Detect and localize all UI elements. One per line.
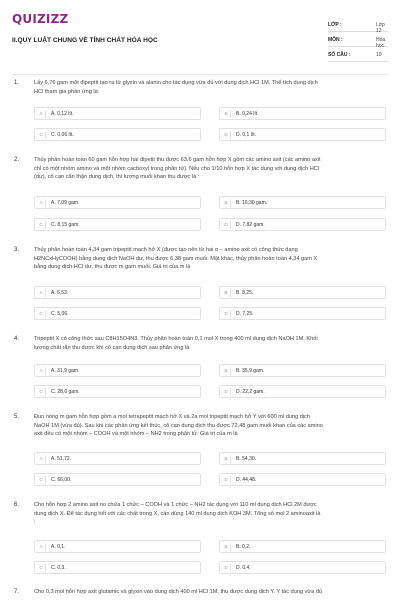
option-b[interactable] [219, 107, 386, 120]
question-line: Thủy phân hoàn toàn 60 gam hỗn hợp hai đipetit thu được 63,6 gam hỗn hợp X gồm các amino axit (các amino axit [34, 157, 321, 163]
option-text: B. 8,25. [236, 290, 254, 296]
option-d[interactable] [219, 307, 386, 320]
option-letter: A [37, 199, 46, 207]
option-d[interactable] [219, 561, 386, 574]
meta-grade-row [328, 20, 388, 32]
question-line: Lấy 6,76 gam một đipeptit tạo ra từ glyxin và alanin cho tác dụng vừa đủ với dung dịch HCl 1M. Thể tích dung dịch [34, 80, 318, 86]
option-text: C. 8,15 gam. [51, 222, 80, 228]
page-header [12, 10, 388, 72]
question-line: bằng dung dịch HCl dư, thu được m gam muối. Giá trị của m là [34, 264, 191, 270]
option-a[interactable] [34, 364, 201, 377]
option-letter: D [222, 564, 231, 572]
meta-grade-value: Lớp 12 [376, 22, 385, 34]
question-line: (dư), cô cạn cẩn thận dung dịch, thì lượng muối khan thu được là : [34, 174, 200, 180]
option-letter: B [222, 543, 231, 551]
question-number: 4. [14, 336, 20, 342]
question-text [34, 335, 386, 352]
question-number: 2. [14, 157, 20, 163]
question-line: lượng chất rắn thu được khi cô cạn dung dịch sau phản ứng là [34, 344, 190, 351]
option-text: D. 44,48. [236, 477, 257, 483]
meta-grade-label: LỚP : [328, 22, 342, 28]
option-letter: D [222, 131, 231, 139]
question-line: chỉ có một nhóm amino và một nhóm cacboxyl trong phân tử). Nếu cho 1/10 hỗn hợp X tác dụng với dung dịch HCl [34, 165, 320, 172]
question-text [34, 501, 386, 527]
option-a[interactable] [34, 286, 201, 299]
question-line: : [34, 519, 36, 525]
meta-count-label: SỐ CÂU : [328, 52, 351, 58]
option-letter: C [37, 476, 46, 484]
meta-subject-label: MÔN : [328, 37, 343, 43]
question-number: 3. [14, 247, 20, 253]
question-number: 1. [14, 80, 20, 86]
option-letter: A [37, 367, 46, 375]
option-a[interactable] [34, 540, 201, 553]
option-letter: A [37, 455, 46, 463]
option-c[interactable] [34, 128, 201, 141]
option-a[interactable] [34, 107, 201, 120]
meta-subject-row [328, 35, 388, 47]
question-number: 7. [14, 589, 20, 595]
option-letter: D [222, 221, 231, 229]
question-text [34, 79, 386, 96]
option-b[interactable] [219, 364, 386, 377]
question-line: axit đều có một nhóm – COOH và một nhóm – NH2 trong phân tử. Giá trị của m là [34, 431, 238, 437]
option-letter: C [37, 388, 46, 396]
option-text: A. 7,09 gam. [51, 200, 80, 206]
question-line: Thủy phân hoàn toàn 4,34 gam tripeptit mạch hở X (được tạo nên từ hai α – amino axit có công thức dạng [34, 247, 298, 253]
header-divider [12, 74, 388, 75]
option-letter: D [222, 388, 231, 396]
question-line: Đun nóng m gam hỗn hợp gồm a mol tetrapeptit mạch hở X và 2a mol tripeptit mạch hở Y với 600 ml dung dịch [34, 414, 310, 420]
question-line: NaOH 1M (vừa đủ). Sau khi các phản ứng kết thúc, cô cạn dung dịch thu được 72,48 gam muối khan của các amino [34, 422, 323, 429]
option-d[interactable] [219, 218, 386, 231]
option-letter: B [222, 289, 231, 297]
question-text [34, 156, 386, 182]
option-text: D. 0,4. [236, 565, 251, 571]
option-text: B. 54,30. [236, 456, 257, 462]
option-letter: B [222, 455, 231, 463]
question-text [34, 246, 386, 272]
option-c[interactable] [34, 218, 201, 231]
option-text: D. 22,2 gam. [236, 389, 265, 395]
option-text: A. 0,12 lít. [51, 111, 74, 117]
question-line: H2NCxHyCOOH) bằng dung dịch NaOH dư, thu được 6,38 gam muối. Mặt khác, thủy phân hoàn toàn 4,34 gam X [34, 255, 318, 262]
option-text: A. 6,53. [51, 290, 69, 296]
option-letter: C [37, 310, 46, 318]
worksheet-title: II.QUY LUẬT CHUNG VỀ TÍNH CHẤT HÓA HỌC [12, 37, 158, 44]
meta-count-row [328, 50, 388, 62]
worksheet-meta [328, 20, 388, 65]
option-letter: A [37, 543, 46, 551]
option-b[interactable] [219, 196, 386, 209]
option-text: B. 0,2. [236, 544, 251, 550]
option-text: B. 0,24 lít. [236, 111, 259, 117]
option-d[interactable] [219, 128, 386, 141]
option-text: C. 66,00. [51, 477, 72, 483]
question-text [34, 588, 386, 597]
option-b[interactable] [219, 452, 386, 465]
question-line: Tripeptit X có công thức sau C8H15O4N3. Thủy phân hoàn toàn 0,1 mol X trong 400 ml dung dịch NaOH 1M. Khối [34, 336, 318, 342]
option-b[interactable] [219, 540, 386, 553]
option-letter: D [222, 310, 231, 318]
question-line: dung dịch X. Để tác dụng hết với các chất trong X, cần dùng 140 ml dung dịch KOH 3M. Tổng số mol 2 aminoaxit là [34, 510, 321, 517]
option-text: D. 7,25. [236, 311, 254, 317]
option-c[interactable] [34, 307, 201, 320]
option-letter: B [222, 199, 231, 207]
option-letter: A [37, 110, 46, 118]
option-letter: C [37, 564, 46, 572]
option-text: C. 0,06 lít. [51, 132, 74, 138]
option-text: C. 5,06. [51, 311, 69, 317]
option-letter: C [37, 221, 46, 229]
option-letter: B [222, 367, 231, 375]
option-c[interactable] [34, 473, 201, 486]
option-c[interactable] [34, 561, 201, 574]
option-text: C. 28,6 gam. [51, 389, 80, 395]
option-d[interactable] [219, 473, 386, 486]
option-letter: C [37, 131, 46, 139]
option-a[interactable] [34, 452, 201, 465]
option-b[interactable] [219, 286, 386, 299]
question-number: 5. [14, 414, 20, 420]
meta-count-value: 10 [376, 52, 382, 58]
question-line: Cho 0,3 mol hỗn hợp axit glutamic và glyxin vào dung dịch 400 ml HCl 1M, thu được dung dịch Y. Y tác dụng vừa đủ [34, 589, 323, 595]
option-d[interactable] [219, 385, 386, 398]
question-text [34, 413, 386, 439]
quizizz-logo: QUIZIZZ [12, 12, 69, 26]
option-text: D. 0,1 lít. [236, 132, 257, 138]
option-text: B. 35,9 gam. [236, 368, 265, 374]
option-text: A. 51,72. [51, 456, 72, 462]
option-letter: D [222, 476, 231, 484]
option-text: A. 0,1. [51, 544, 66, 550]
question-line: HCl tham gia phản ứng là: [34, 88, 100, 95]
question-line: Cho hỗn hợp 2 amino axit no chứa 1 chức – COOH và 1 chức – NH2 tác dụng với 110 ml dung dịch HCl 2M được [34, 502, 317, 508]
option-text: C. 0,3. [51, 565, 66, 571]
option-letter: A [37, 289, 46, 297]
option-text: B. 16,30 gam. [236, 200, 268, 206]
meta-subject-value: Hóa học [376, 37, 386, 49]
option-text: A. 31,9 gam. [51, 368, 80, 374]
option-text: D. 7,82 gam. [236, 222, 265, 228]
question-number: 6. [14, 502, 20, 508]
option-a[interactable] [34, 196, 201, 209]
option-letter: B [222, 110, 231, 118]
option-c[interactable] [34, 385, 201, 398]
